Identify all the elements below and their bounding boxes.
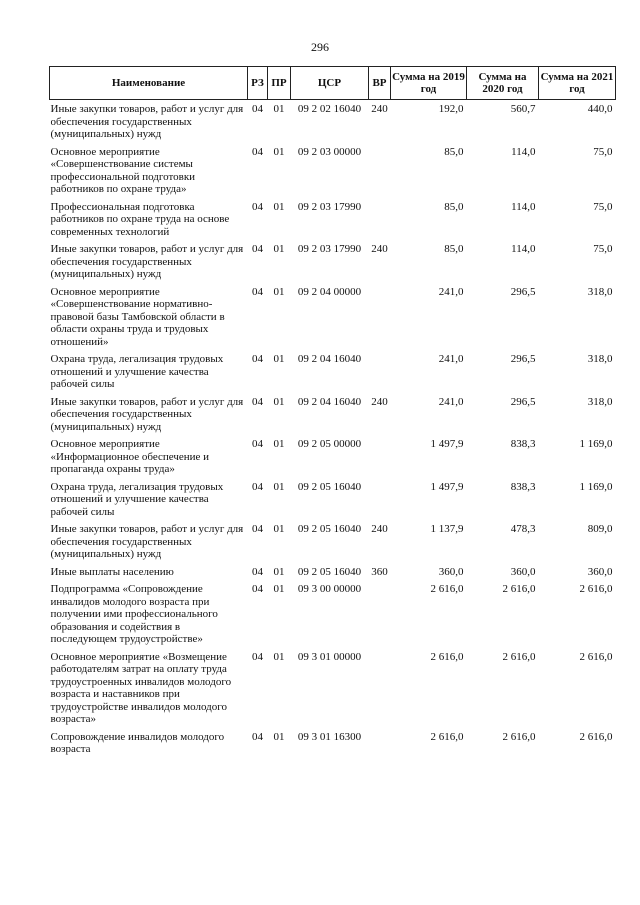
- table-header-row: [50, 67, 616, 100]
- table-row: [50, 353, 616, 396]
- row-csr: 09 2 03 00000: [297, 145, 362, 158]
- row-name: Профессиональная подготовка работников по охране труда на основе современных технологий: [50, 200, 230, 238]
- table-row: [50, 731, 616, 761]
- row-pr: 01: [273, 480, 285, 493]
- row-vr: 240: [371, 395, 388, 408]
- row-pr: 01: [273, 353, 285, 365]
- row-sum-2020: 296,5: [510, 353, 536, 365]
- header-sum-2021: Сумма на 2021 год: [539, 67, 616, 100]
- row-rz: 04: [252, 395, 263, 408]
- row-pr: 01: [273, 565, 285, 578]
- header-rz: РЗ: [248, 67, 268, 100]
- table-row: [50, 438, 616, 481]
- row-csr: 09 3 01 00000: [297, 650, 362, 663]
- header-vr: ВР: [369, 67, 391, 100]
- row-sum-2019: 360,0: [438, 565, 464, 578]
- header-csr: ЦСР: [291, 67, 369, 100]
- row-vr: [369, 731, 391, 761]
- row-vr: [369, 286, 391, 354]
- row-pr: 01: [273, 243, 285, 255]
- row-sum-2021: 1 169,0: [579, 480, 613, 493]
- row-pr: 01: [273, 285, 285, 298]
- row-name: Основное мероприятие «Совершенствование системы профессиональной подготовки работников по охране труда»: [50, 145, 196, 195]
- row-csr: 09 2 02 16040: [297, 103, 362, 115]
- header-pr: ПР: [268, 67, 291, 100]
- table-row: [50, 583, 616, 651]
- row-sum-2020: 2 616,0: [502, 730, 536, 743]
- table-row: [50, 523, 616, 566]
- row-vr: 240: [371, 243, 388, 255]
- row-sum-2019: 1 497,9: [430, 438, 464, 450]
- row-sum-2021: 75,0: [593, 145, 613, 158]
- row-sum-2021: 318,0: [587, 285, 613, 298]
- row-vr: 360: [371, 565, 388, 578]
- page-number: 296: [311, 40, 329, 54]
- row-name: Иные закупки товаров, работ и услуг для обеспечения государственных (муниципальных) нужд: [50, 243, 244, 280]
- table-row: [50, 286, 616, 354]
- row-rz: 04: [252, 650, 263, 663]
- table-row: [50, 243, 616, 286]
- row-sum-2020: 2 616,0: [502, 583, 536, 595]
- row-sum-2020: 2 616,0: [502, 650, 536, 663]
- table-body: [50, 100, 616, 761]
- row-sum-2020: 114,0: [511, 243, 536, 255]
- table-row: [50, 651, 616, 731]
- row-rz: 04: [252, 103, 263, 115]
- row-pr: 01: [273, 523, 285, 535]
- row-vr: [369, 353, 391, 396]
- row-csr: 09 2 04 00000: [297, 285, 362, 298]
- row-sum-2021: 318,0: [587, 353, 613, 365]
- row-vr: [369, 146, 391, 201]
- header-name: Наименование: [50, 67, 248, 100]
- row-vr: [369, 201, 391, 244]
- row-vr: [369, 438, 391, 481]
- row-sum-2021: 2 616,0: [579, 650, 613, 663]
- row-sum-2019: 85,0: [444, 200, 464, 213]
- table-row: [50, 146, 616, 201]
- row-sum-2020: 838,3: [510, 480, 536, 493]
- row-name: Сопровождение инвалидов молодого возраста: [50, 730, 225, 755]
- row-sum-2021: 2 616,0: [579, 583, 613, 595]
- row-rz: 04: [252, 353, 263, 365]
- row-csr: 09 3 00 00000: [297, 583, 362, 595]
- row-sum-2021: 360,0: [587, 565, 613, 578]
- row-name: Основное мероприятие «Возмещение работодателям затрат на оплату труда трудоустроенных инвалидов молодого возраста и наставников при трудоустройстве инвалидов молодого возраста»: [50, 650, 232, 725]
- table-row: [50, 201, 616, 244]
- row-csr: 09 2 04 16040: [297, 395, 362, 408]
- row-csr: 09 2 05 00000: [297, 438, 362, 450]
- row-name: Иные выплаты населению: [50, 565, 174, 578]
- row-sum-2020: 360,0: [510, 565, 536, 578]
- row-pr: 01: [273, 730, 285, 743]
- row-sum-2021: 75,0: [593, 243, 613, 255]
- row-sum-2021: 2 616,0: [579, 730, 613, 743]
- row-rz: 04: [252, 730, 263, 743]
- row-csr: 09 2 05 16040: [297, 565, 362, 578]
- header-sum-2019: Сумма на 2019 год: [391, 67, 467, 100]
- row-pr: 01: [273, 438, 285, 450]
- row-rz: 04: [252, 523, 263, 535]
- row-pr: 01: [273, 200, 285, 213]
- table-row: [50, 100, 616, 146]
- table-row: [50, 481, 616, 524]
- budget-table: [49, 66, 616, 761]
- row-rz: 04: [252, 438, 263, 450]
- row-pr: 01: [273, 395, 285, 408]
- row-pr: 01: [273, 583, 285, 595]
- row-rz: 04: [252, 285, 263, 298]
- row-vr: [369, 481, 391, 524]
- row-sum-2019: 2 616,0: [430, 650, 464, 663]
- row-sum-2019: 1 497,9: [430, 480, 464, 493]
- row-sum-2020: 560,7: [510, 103, 536, 115]
- row-sum-2021: 1 169,0: [579, 438, 613, 450]
- row-sum-2019: 241,0: [438, 353, 464, 365]
- row-sum-2020: 114,0: [511, 200, 536, 213]
- row-sum-2021: 809,0: [587, 523, 613, 535]
- row-sum-2019: 192,0: [438, 103, 464, 115]
- row-name: Иные закупки товаров, работ и услуг для обеспечения государственных (муниципальных) нужд: [50, 395, 244, 433]
- row-sum-2020: 478,3: [510, 523, 536, 535]
- header-sum-2020: Сумма на 2020 год: [467, 67, 539, 100]
- row-pr: 01: [273, 145, 285, 158]
- row-csr: 09 2 05 16040: [297, 480, 362, 493]
- row-pr: 01: [273, 650, 285, 663]
- row-name: Иные закупки товаров, работ и услуг для обеспечения государственных (муниципальных) нужд: [50, 103, 244, 140]
- row-csr: 09 2 03 17990: [297, 243, 362, 255]
- row-csr: 09 2 05 16040: [297, 523, 362, 535]
- row-sum-2019: 1 137,9: [430, 523, 464, 535]
- row-name: Иные закупки товаров, работ и услуг для обеспечения государственных (муниципальных) нужд: [50, 523, 244, 560]
- row-name: Подпрограмма «Сопровождение инвалидов молодого возраста при получении ими профессионального образования и содействия в последующем трудоустройстве»: [50, 583, 218, 645]
- row-csr: 09 3 01 16300: [297, 730, 362, 743]
- table-row: [50, 396, 616, 439]
- row-sum-2019: 2 616,0: [430, 583, 464, 595]
- row-sum-2019: 2 616,0: [430, 730, 464, 743]
- row-csr: 09 2 03 17990: [297, 200, 362, 213]
- row-sum-2020: 296,5: [510, 285, 536, 298]
- row-rz: 04: [252, 200, 263, 213]
- row-sum-2021: 440,0: [587, 103, 613, 115]
- row-vr: [369, 583, 391, 651]
- row-name: Основное мероприятие «Совершенствование нормативно-правовой базы Тамбовской области в области охраны труда и трудовых отношений»: [50, 285, 225, 348]
- row-rz: 04: [252, 243, 263, 255]
- table-row: [50, 566, 616, 584]
- row-pr: 01: [273, 103, 285, 115]
- row-sum-2019: 241,0: [438, 395, 464, 408]
- row-sum-2019: 241,0: [438, 285, 464, 298]
- row-sum-2020: 838,3: [510, 438, 536, 450]
- row-csr: 09 2 04 16040: [297, 353, 362, 365]
- row-vr: [369, 651, 391, 731]
- row-vr: 240: [371, 523, 388, 535]
- row-rz: 04: [252, 145, 263, 158]
- row-name: Охрана труда, легализация трудовых отношений и улучшение качества рабочей силы: [50, 353, 224, 390]
- row-sum-2020: 296,5: [510, 395, 536, 408]
- row-rz: 04: [252, 480, 263, 493]
- row-sum-2019: 85,0: [444, 243, 464, 255]
- row-name: Основное мероприятие «Информационное обеспечение и пропаганда охраны труда»: [50, 438, 210, 475]
- row-rz: 04: [252, 583, 263, 595]
- row-sum-2021: 318,0: [587, 395, 613, 408]
- row-sum-2019: 85,0: [444, 145, 464, 158]
- row-vr: 240: [371, 103, 388, 115]
- row-rz: 04: [252, 565, 263, 578]
- row-sum-2021: 75,0: [593, 200, 613, 213]
- row-sum-2020: 114,0: [511, 145, 536, 158]
- row-name: Охрана труда, легализация трудовых отношений и улучшение качества рабочей силы: [50, 480, 224, 518]
